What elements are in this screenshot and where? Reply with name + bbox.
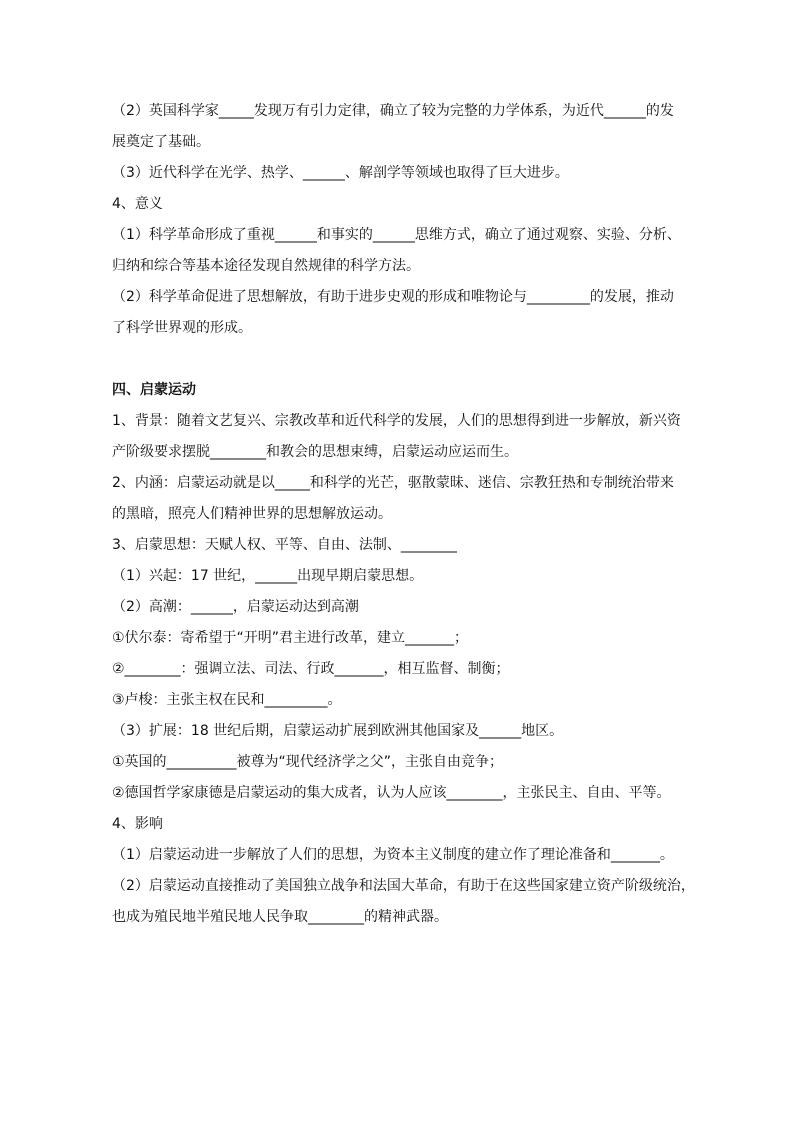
paragraph xyxy=(112,158,692,189)
text-line: ①英国的__________被尊为“现代经济学之父”，主张自由竞争； xyxy=(112,754,504,770)
paragraph xyxy=(112,282,692,344)
paragraph xyxy=(112,778,692,809)
text-line: （1）科学革命形成了重视______和事实的______思维方式，确立了通过观察、实验、分析、 xyxy=(112,227,681,243)
text-line: 产阶级要求摆脱________和教会的思想束缚，启蒙运动应运而生。 xyxy=(112,444,518,460)
text-line: （2）英国科学家_____发现万有引力定律，确立了较为完整的力学体系，为近代______的发 xyxy=(112,103,674,119)
text-line: （2）科学革命促进了思想解放，有助于进步史观的形成和唯物论与_________的发展，推动 xyxy=(112,289,674,305)
paragraph xyxy=(112,654,692,685)
paragraph xyxy=(112,189,692,220)
paragraph xyxy=(112,809,692,840)
paragraph xyxy=(112,592,692,623)
paragraph xyxy=(112,747,692,778)
section-heading xyxy=(112,375,692,406)
text-line: （1）兴起：17 世纪，______出现早期启蒙思想。 xyxy=(112,568,424,584)
text-line: （2）启蒙运动直接推动了美国独立战争和法国大革命，有助于在这些国家建立资产阶级统治， xyxy=(112,878,695,894)
text-line: （3）扩展：18 世纪后期，启蒙运动扩展到欧洲其他国家及______地区。 xyxy=(112,723,564,739)
text-line: 2、内涵：启蒙运动就是以_____和科学的光芒，驱散蒙昧、迷信、宗教狂热和专制统治带来 xyxy=(112,475,674,491)
document-page xyxy=(112,96,695,933)
text-line: 四、启蒙运动 xyxy=(112,382,196,398)
text-line: 1、背景：随着文艺复兴、宗教改革和近代科学的发展，人们的思想得到进一步解放，新兴资 xyxy=(112,413,681,429)
text-line: 归纳和综合等基本途径发现自然规律的科学方法。 xyxy=(112,258,420,274)
text-line: 也成为殖民地半殖民地人民争取________的精神武器。 xyxy=(112,909,448,925)
text-line: 的黑暗，照亮人们精神世界的思想解放运动。 xyxy=(112,506,392,522)
paragraph xyxy=(112,96,692,158)
text-line: ②德国哲学家康德是启蒙运动的集大成者，认为人应该________，主张民主、自由、平等。 xyxy=(112,785,671,801)
text-line: 展奠定了基础。 xyxy=(112,134,210,150)
text-line: 4、影响 xyxy=(112,816,163,832)
text-line: （2）高潮：______，启蒙运动达到高潮 xyxy=(112,599,359,615)
paragraph xyxy=(112,530,692,561)
paragraph xyxy=(112,716,692,747)
text-line: ③卢梭：主张主权在民和_________。 xyxy=(112,692,342,708)
text-line: 4、意义 xyxy=(112,196,163,212)
text-line: 了科学世界观的形成。 xyxy=(112,320,252,336)
paragraph xyxy=(112,871,695,933)
paragraph xyxy=(112,406,692,468)
paragraph xyxy=(112,468,692,530)
text-line: （1）启蒙运动进一步解放了人们的思想，为资本主义制度的建立作了理论准备和_______。 xyxy=(112,847,674,863)
text-line: （3）近代科学在光学、热学、______、解剖学等领域也取得了巨大进步。 xyxy=(112,165,569,181)
paragraph xyxy=(112,220,692,282)
paragraph xyxy=(112,561,692,592)
text-line: ②________：强调立法、司法、行政_______，相互监督、制衡； xyxy=(112,661,510,677)
paragraph xyxy=(112,685,692,716)
paragraph xyxy=(112,623,692,654)
text-line: ①伏尔泰：寄希望于“开明”君主进行改革，建立_______； xyxy=(112,630,469,646)
paragraph xyxy=(112,840,692,871)
text-line: 3、启蒙思想：天赋人权、平等、自由、法制、________ xyxy=(112,537,457,553)
